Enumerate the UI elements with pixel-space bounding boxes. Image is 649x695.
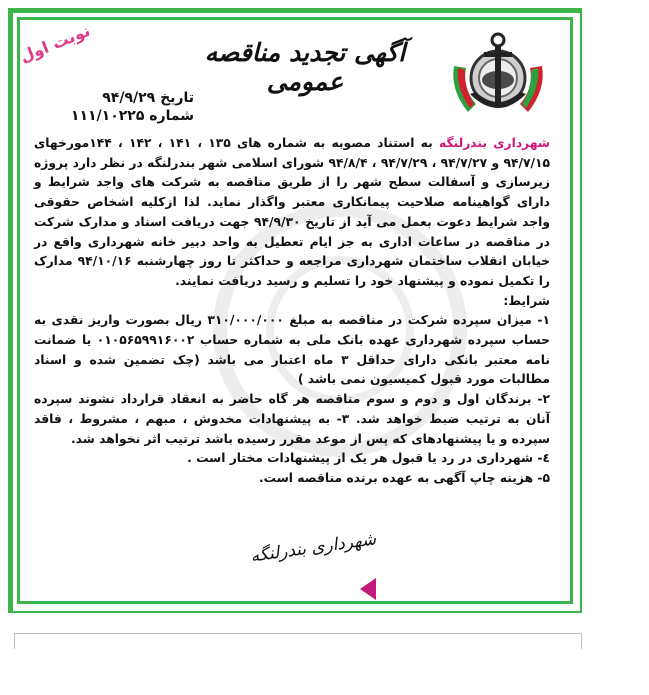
municipality-name: شهرداری بندرلنگه <box>438 136 551 150</box>
page-title: آگهی تجدید مناقصه عمومی <box>204 38 406 96</box>
condition-item: ۵- هزینه چاپ آگهی به عهده برنده مناقصه است. <box>259 470 550 485</box>
intro-text: به استناد مصوبه به شماره های ۱۳۵ ، ۱۴۱ ، ۱۴۲ ، ۱۴۴مورخهای ۹۴/۷/۱۵ و ۹۴/۷/۲۷ ، ۹۴/۷/۲۹ ، ۹۴/۸/۴ شورای اسلامی شهر بندرلنگه در نظر دارد پروژه زیرسازی و آسفالت سطح شهر را از طریق مناقصه به شرکت های واجد شرایط و دارای گواهینامه صلاحیت پیمانکاری معتبر واگذار نماید. لذا ازکلیه اشخاص حقوقی واجد شرایط دعوت بعمل می آید از تاریخ ۹۴/۹/۳۰ جهت دریافت اسناد و مدارک شرکت در مناقصه در ساعات اداری به جز ایام تعطیل به واحد دبیر خانه شهرداری واقع در خیابان انقلاب ساختمان شهرداری مراجعه و حداکثر تا روز چهارشنبه ۹۴/۱۰/۱۶ مدارک را تکمیل نموده و پیشنهاد خود را تسلیم و رسید دریافت نمایند. <box>34 136 551 288</box>
bottom-rule <box>14 633 582 649</box>
condition-item: ۲- برندگان اول و دوم و سوم مناقصه هر گاه حاضر به انعقاد قرارداد نشوند سپرده آنان به ترتیب ضبط خواهد شد. ۳- به پیشنهادات مخدوش ، مبهم ، مشروط ، فاقد سپرده و یا پیشنهادهای که پس از موعد مقرر رسیده باشد ترتیب اثر نخواهد شد. <box>34 392 551 446</box>
condition-item: ٤- شهرداری در رد یا قبول هر یک از پیشنهادات مختار است . <box>187 451 550 466</box>
intro-paragraph <box>34 134 550 292</box>
number-line: شماره ۱۱۱/۱۰۲۲۵ <box>70 108 194 124</box>
anchor-emblem-icon <box>448 28 548 123</box>
date-line: تاریخ ۹۴/۹/۲۹ <box>102 90 194 106</box>
edition-stamp: نوبت اول <box>17 20 93 67</box>
conditions-heading: شرایط: <box>503 293 550 308</box>
condition-item: ۱- میزان سپرده شرکت در مناقصه به مبلغ ۳۱۰/۰۰۰/۰۰۰ ریال بصورت واریز نقدی به حساب سپرده شهرداری عهده بانک ملی به شماره حساب ۰۱۰۵۶۵۹۹۱۶۰۰۲ یا ضمانت نامه معتبر بانکی دارای حداقل ۳ ماه اعتبار می باشد (چک تضمین شده و اسناد مطالبات مورد قبول کمیسیون نمی باشد ) <box>34 313 551 387</box>
signature: شهرداری بندرلنگه <box>249 529 378 567</box>
notice-body <box>34 134 550 489</box>
triangle-left-icon <box>360 578 376 600</box>
